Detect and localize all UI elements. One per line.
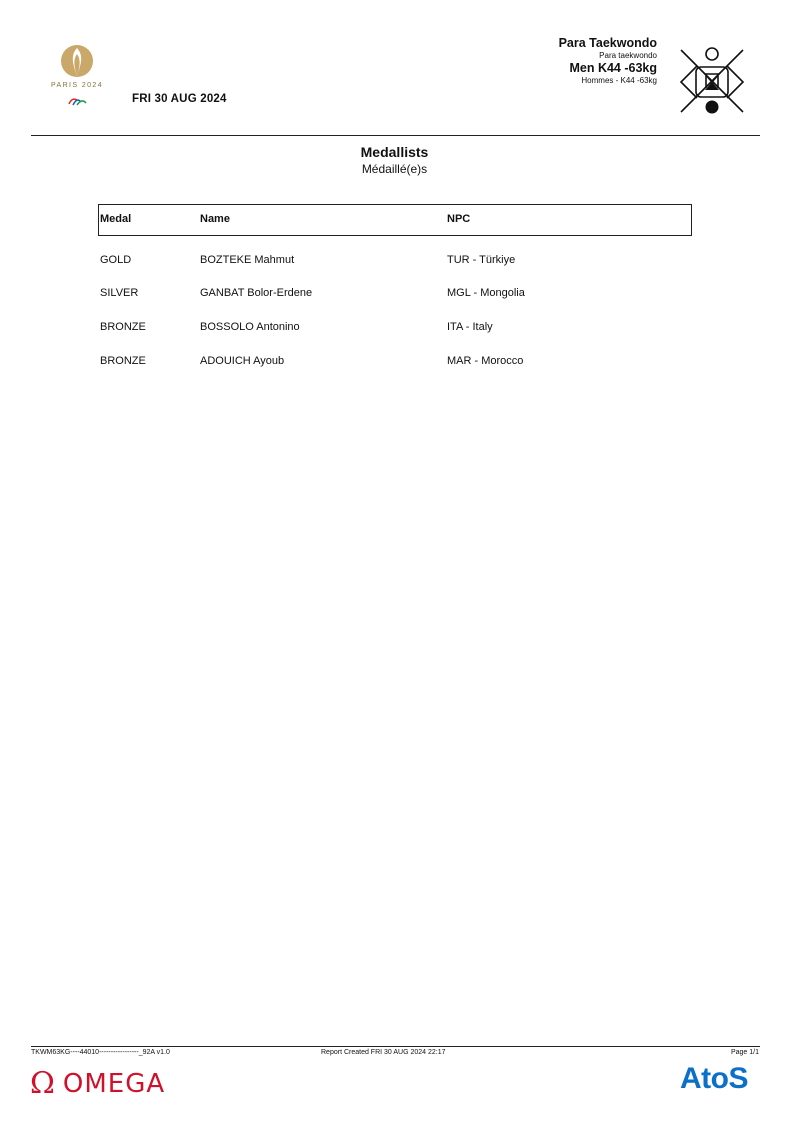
npc-cell: MGL - Mongolia [447, 287, 525, 299]
event-header [559, 36, 657, 86]
medal-cell: BRONZE [100, 355, 146, 367]
paris-2024-paralympic-logo [46, 42, 108, 114]
sport-name: Para Taekwondo [558, 36, 657, 50]
column-header-npc: NPC [447, 213, 471, 225]
npc-cell: ITA - Italy [447, 321, 493, 333]
para-taekwondo-pictogram-icon [679, 46, 745, 116]
header-date: FRI 30 AUG 2024 [132, 93, 227, 105]
name-cell: GANBAT Bolor-Erdene [200, 287, 313, 299]
page-number: Page 1/1 [730, 1049, 759, 1056]
omega-symbol-icon: Ω [30, 1066, 55, 1101]
npc-cell: MAR - Morocco [447, 355, 524, 367]
header-divider [31, 135, 760, 136]
medal-cell: BRONZE [100, 321, 146, 333]
atos-logo: AtoS [680, 1062, 748, 1095]
name-cell: BOZTEKE Mahmut [200, 254, 295, 266]
omega-wordmark: OMEGA [62, 1069, 166, 1099]
report-code: TKWM63KG----44010-----------------_92A v1.0 [31, 1049, 170, 1056]
event-name: Men K44 -63kg [569, 61, 657, 75]
column-header-name: Name [200, 213, 230, 225]
sport-name-fr: Para taekwondo [599, 51, 657, 60]
column-header-medal: Medal [100, 213, 132, 225]
table-row [100, 321, 692, 339]
name-cell: ADOUICH Ayoub [200, 355, 285, 367]
medal-cell: GOLD [100, 254, 132, 266]
agitos-icon [46, 94, 108, 108]
footer-divider [31, 1046, 760, 1047]
name-cell: BOSSOLO Antonino [200, 321, 300, 333]
paralympic-flame-icon [46, 42, 108, 82]
table-row [100, 355, 692, 373]
table-row [100, 287, 692, 305]
npc-cell: TUR - Türkiye [447, 254, 516, 266]
table-header [98, 204, 692, 236]
table-row [100, 254, 692, 272]
document-subtitle: Médaillé(e)s [361, 162, 428, 176]
document-title: Medallists [360, 144, 429, 160]
event-name-fr: Hommes - K44 -63kg [581, 76, 657, 85]
logo-wordmark: PARIS 2024 [50, 82, 103, 89]
medal-cell: SILVER [100, 287, 139, 299]
omega-logo [30, 1066, 165, 1102]
report-created: Report Created FRI 30 AUG 2024 22:17 [321, 1049, 446, 1056]
